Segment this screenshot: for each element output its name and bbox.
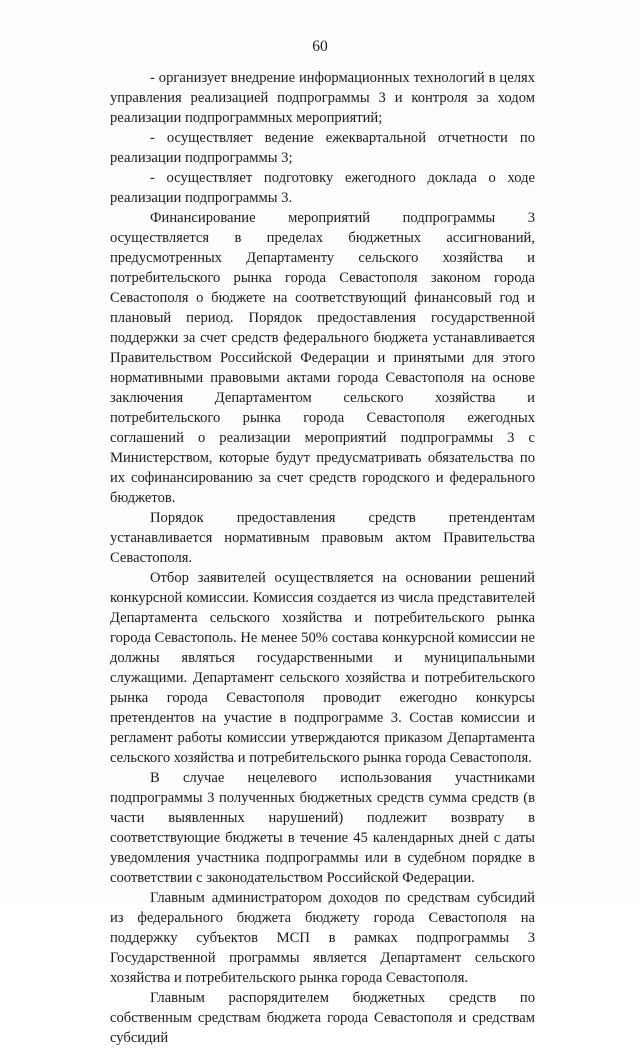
paragraph-8: Главным администратором доходов по средствам субсидий из федерального бюджета бюджету города Севастополя на поддержку субъектов МСП в рамках подпрограммы 3 Государственной программы является Департамент сельского хозяйства и потребительского рынка города Севастополя. [110, 890, 535, 986]
paragraph-1: - организует внедрение информационных технологий в целях управления реализацией подпрограммы 3 и контроля за ходом реализации подпрограммных мероприятий; [110, 70, 535, 126]
paragraph-4: Финансирование мероприятий подпрограммы 3 осуществляется в пределах бюджетных ассигнований, предусмотренных Департаменту сельского хозяйства и потребительского рынка города Севастополя законом города Севастополя о бюджете на соответствующий финансовый год и плановый период. Порядок предоставления государственной поддержки за счет средств федерального бюджета устанавливается Правительством Российской Федерации и принятыми для этого нормативными правовыми актами города Севастополя на основе заключения Департаментом сельского хозяйства и потребительского рынка города Севастополя ежегодных соглашений о реализации мероприятий подпрограммы 3 с Министерством, которые будут предусматривать обязательства по их софинансированию за счет средств городского и федерального бюджетов. [110, 210, 535, 506]
paragraph-7: В случае нецелевого использования участниками подпрограммы 3 полученных бюджетных средств сумма средств (в части выявленных нарушений) подлежит возврату в соответствующие бюджеты в течение 45 календарных дней с даты уведомления участника подпрограммы или в судебном порядке в соответствии с законодательством Российской Федерации. [110, 770, 535, 886]
paragraph-6: Отбор заявителей осуществляется на основании решений конкурсной комиссии. Комиссия создается из числа представителей Департамента сельского хозяйства и потребительского рынка города Севастополь. Не менее 50% состава конкурсной комиссии не должны являться государственными и муниципальными служащими. Департамент сельского хозяйства и потребительского рынка города Севастополя проводит ежегодно конкурсы претендентов на участие в подпрограмме 3. Состав комиссии и регламент работы комиссии утверждаются приказом Департамента сельского хозяйства и потребительского рынка города Севастополя. [110, 570, 535, 766]
body-text [110, 68, 535, 1048]
paragraph-2: - осуществляет ведение ежеквартальной отчетности по реализации подпрограммы 3; [110, 130, 535, 166]
paragraph-5: Порядок предоставления средств претендентам устанавливается нормативным правовым актом Правительства Севастополя. [110, 510, 535, 566]
paragraph-9: Главным распорядителем бюджетных средств по собственным средствам бюджета города Севастополя и средствам субсидий [110, 990, 535, 1046]
paragraph-3: - осуществляет подготовку ежегодного доклада о ходе реализации подпрограммы 3. [110, 170, 535, 206]
page-number: 60 [312, 38, 328, 55]
